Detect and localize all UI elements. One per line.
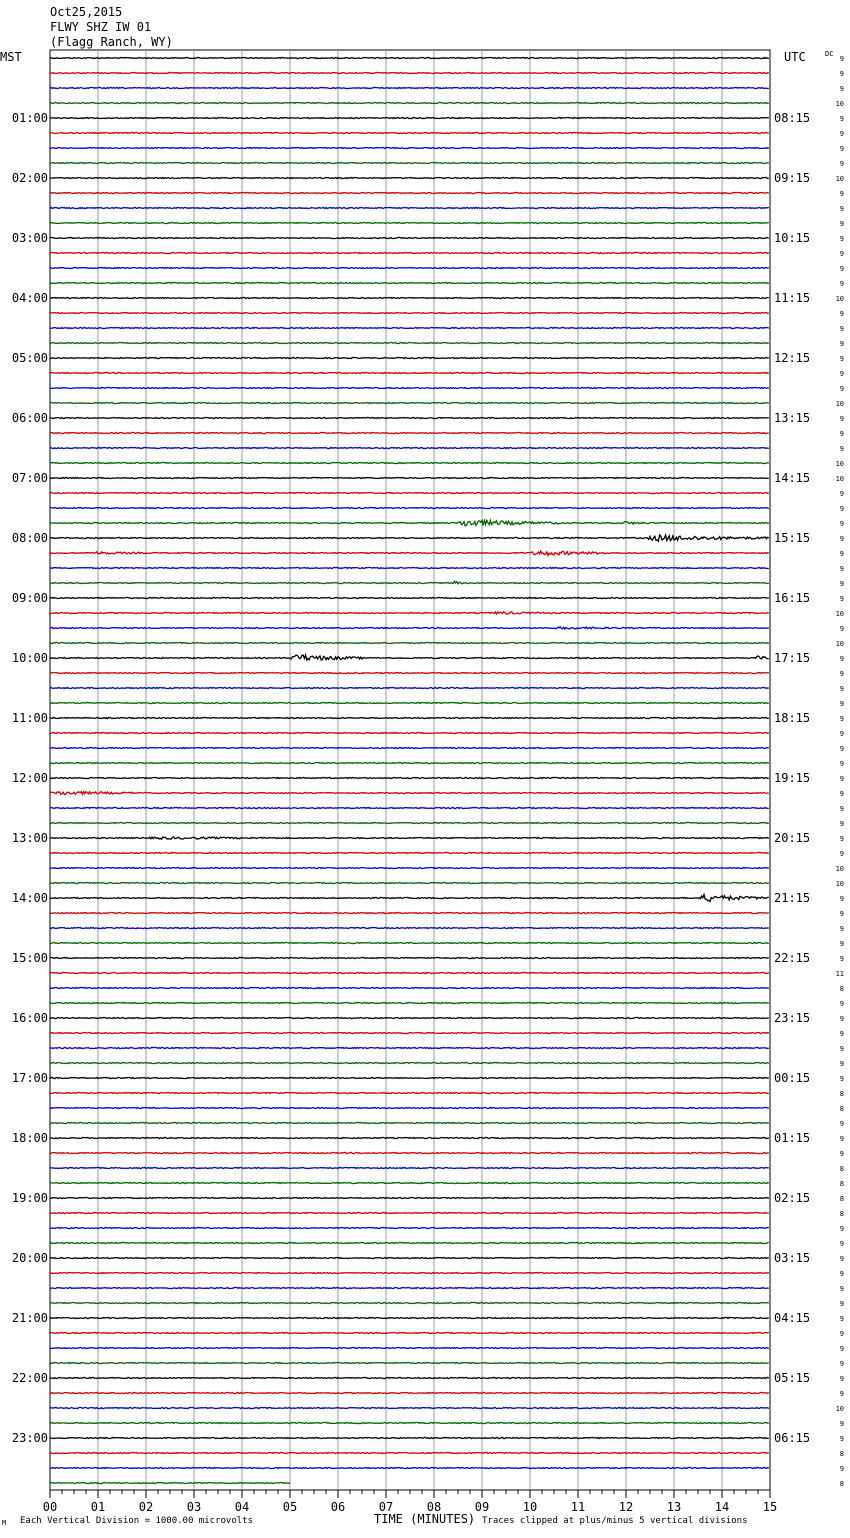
trace-line bbox=[50, 717, 769, 718]
utc-hour-label: 04:15 bbox=[774, 1311, 811, 1325]
dc-offset-label: 9 bbox=[839, 910, 844, 918]
utc-hour-label: 00:15 bbox=[774, 1071, 811, 1085]
trace-line bbox=[50, 567, 769, 568]
utc-hour-label: 08:15 bbox=[774, 111, 811, 125]
dc-offset-label: 9 bbox=[839, 1150, 844, 1158]
utc-hour-label: 09:15 bbox=[774, 171, 811, 185]
trace-line bbox=[50, 462, 769, 463]
dc-offset-label: 10 bbox=[835, 640, 844, 648]
location-label: (Flagg Ranch, WY) bbox=[50, 35, 173, 49]
trace-line bbox=[50, 372, 769, 373]
dc-offset-label: 9 bbox=[839, 505, 844, 513]
dc-offset-label: 9 bbox=[839, 895, 844, 903]
dc-offset-label: 9 bbox=[839, 1240, 844, 1248]
trace-line bbox=[50, 672, 769, 673]
x-tick-label: 08 bbox=[426, 1500, 442, 1514]
dc-offset-label: 9 bbox=[839, 85, 844, 93]
time-axis bbox=[43, 1490, 777, 1514]
footer-mark: M bbox=[2, 1519, 7, 1527]
utc-hour-label: 23:15 bbox=[774, 1011, 811, 1025]
dc-offset-label: 8 bbox=[839, 1105, 844, 1113]
trace-line bbox=[50, 147, 769, 148]
dc-offset-label: 9 bbox=[839, 370, 844, 378]
mst-hour-label: 05:00 bbox=[11, 351, 48, 365]
trace-line bbox=[50, 1152, 769, 1153]
trace-line bbox=[50, 492, 769, 493]
trace-line bbox=[50, 1437, 769, 1438]
trace-line bbox=[50, 1272, 769, 1273]
dc-offset-label: 9 bbox=[839, 355, 844, 363]
dc-offset-label: 9 bbox=[839, 385, 844, 393]
dc-offset-label: 9 bbox=[839, 325, 844, 333]
trace-line bbox=[50, 327, 769, 328]
trace-line bbox=[50, 1122, 769, 1123]
trace-line bbox=[50, 297, 769, 298]
dc-offset-label: 8 bbox=[839, 985, 844, 993]
dc-offset-label: 10 bbox=[835, 460, 844, 468]
utc-hour-label: 03:15 bbox=[774, 1251, 811, 1265]
dc-offset-label: 9 bbox=[839, 1225, 844, 1233]
trace-line bbox=[50, 747, 769, 748]
trace-line bbox=[50, 117, 769, 118]
trace-line bbox=[50, 222, 769, 223]
dc-offset-label: 9 bbox=[839, 445, 844, 453]
dc-offset-label: 9 bbox=[839, 1255, 844, 1263]
dc-offset-label: 9 bbox=[839, 205, 844, 213]
x-tick-label: 15 bbox=[762, 1500, 778, 1514]
trace-line bbox=[50, 687, 769, 688]
trace-line bbox=[50, 581, 769, 584]
dc-offset-label: 9 bbox=[839, 565, 844, 573]
dc-offset-label: 9 bbox=[839, 190, 844, 198]
mst-hour-labels bbox=[12, 111, 48, 1445]
dc-offset-label: 10 bbox=[835, 400, 844, 408]
trace-line bbox=[50, 1302, 769, 1303]
trace-line bbox=[50, 312, 769, 313]
trace-line bbox=[50, 417, 769, 418]
utc-hour-label: 19:15 bbox=[774, 771, 811, 785]
dc-offset-label: 9 bbox=[839, 850, 844, 858]
x-tick-label: 09 bbox=[474, 1500, 490, 1514]
mst-hour-label: 12:00 bbox=[11, 771, 48, 785]
dc-offset-label: 9 bbox=[839, 1075, 844, 1083]
trace-line bbox=[50, 1107, 769, 1108]
utc-hour-label: 20:15 bbox=[774, 831, 811, 845]
x-tick-label: 10 bbox=[522, 1500, 538, 1514]
trace-line bbox=[50, 612, 769, 614]
dc-offset-label: 9 bbox=[839, 1060, 844, 1068]
trace-line bbox=[50, 987, 769, 988]
trace-line bbox=[50, 72, 769, 73]
dc-offset-label: 9 bbox=[839, 250, 844, 258]
trace-line bbox=[50, 357, 769, 358]
dc-offset-label: 9 bbox=[839, 145, 844, 153]
dc-offset-label: 9 bbox=[839, 1420, 844, 1428]
dc-offset-label: 8 bbox=[839, 1165, 844, 1173]
trace-line bbox=[50, 1092, 769, 1093]
mst-hour-label: 22:00 bbox=[11, 1371, 48, 1385]
trace-line bbox=[50, 837, 769, 839]
trace-line bbox=[50, 1467, 769, 1468]
dc-offset-label: 9 bbox=[839, 520, 844, 528]
mst-hour-label: 03:00 bbox=[11, 231, 48, 245]
plot-grid bbox=[50, 50, 770, 1490]
dc-offset-label: 9 bbox=[839, 1330, 844, 1338]
mst-hour-label: 01:00 bbox=[11, 111, 48, 125]
trace-line bbox=[50, 87, 769, 88]
mst-hour-label: 10:00 bbox=[11, 651, 48, 665]
utc-hour-labels bbox=[774, 111, 810, 1445]
dc-offset-label: 9 bbox=[839, 1375, 844, 1383]
date-label: Oct25,2015 bbox=[50, 5, 123, 19]
dc-offset-label: 9 bbox=[839, 415, 844, 423]
trace-line bbox=[50, 1257, 769, 1258]
mst-hour-label: 11:00 bbox=[11, 711, 48, 725]
trace-line bbox=[50, 282, 769, 283]
trace-line bbox=[50, 551, 769, 555]
dc-offset-label: 9 bbox=[839, 130, 844, 138]
x-axis-title: TIME (MINUTES) bbox=[374, 1512, 476, 1526]
trace-line bbox=[50, 1047, 769, 1048]
station-label: FLWY SHZ IW 01 bbox=[50, 20, 152, 34]
trace-line bbox=[50, 1332, 769, 1333]
mst-hour-label: 06:00 bbox=[11, 411, 48, 425]
dc-offset-label: 8 bbox=[839, 1090, 844, 1098]
utc-hour-label: 02:15 bbox=[774, 1191, 811, 1205]
dc-offset-label: 9 bbox=[839, 730, 844, 738]
trace-line bbox=[50, 1377, 769, 1378]
trace-line bbox=[50, 1032, 769, 1033]
dc-offset-label: 10 bbox=[835, 865, 844, 873]
dc-label: DC bbox=[825, 50, 834, 58]
dc-offset-label: 9 bbox=[839, 1030, 844, 1038]
trace-line bbox=[50, 597, 769, 598]
dc-offset-label: 9 bbox=[839, 1135, 844, 1143]
trace-line bbox=[50, 57, 769, 58]
trace-line bbox=[50, 237, 769, 238]
dc-offset-label: 9 bbox=[839, 700, 844, 708]
trace-line bbox=[50, 1212, 769, 1213]
x-tick-label: 14 bbox=[714, 1500, 730, 1514]
trace-line bbox=[50, 1227, 769, 1228]
trace-line bbox=[50, 655, 769, 660]
trace-line bbox=[50, 732, 769, 733]
utc-label: UTC bbox=[784, 50, 806, 64]
mst-hour-label: 21:00 bbox=[11, 1311, 48, 1325]
dc-offset-label: 9 bbox=[839, 1360, 844, 1368]
mst-hour-label: 09:00 bbox=[11, 591, 48, 605]
dc-offset-label: 9 bbox=[839, 820, 844, 828]
trace-line bbox=[50, 520, 769, 526]
dc-offset-label: 9 bbox=[839, 1435, 844, 1443]
dc-offset-label: 9 bbox=[839, 1285, 844, 1293]
trace-line bbox=[50, 1197, 769, 1198]
dc-offset-label: 9 bbox=[839, 670, 844, 678]
trace-line bbox=[50, 867, 769, 868]
trace-line bbox=[50, 1062, 769, 1063]
x-tick-label: 02 bbox=[138, 1500, 154, 1514]
x-tick-label: 06 bbox=[330, 1500, 346, 1514]
trace-line bbox=[50, 1482, 290, 1483]
utc-hour-label: 13:15 bbox=[774, 411, 811, 425]
trace-line bbox=[50, 432, 769, 433]
x-tick-label: 00 bbox=[42, 1500, 58, 1514]
utc-hour-label: 06:15 bbox=[774, 1431, 811, 1445]
clip-note: Traces clipped at plus/minus 5 vertical divisions bbox=[482, 1516, 748, 1526]
trace-line bbox=[50, 1392, 769, 1393]
trace-line bbox=[50, 912, 769, 913]
trace-line bbox=[50, 807, 769, 808]
dc-offset-label: 9 bbox=[839, 955, 844, 963]
dc-offset-label: 9 bbox=[839, 1000, 844, 1008]
dc-offset-label: 9 bbox=[839, 805, 844, 813]
dc-offset-label: 8 bbox=[839, 1180, 844, 1188]
utc-hour-label: 11:15 bbox=[774, 291, 811, 305]
trace-line bbox=[50, 762, 769, 763]
trace-line bbox=[50, 792, 769, 795]
trace-line bbox=[50, 102, 769, 103]
dc-offset-label: 8 bbox=[839, 1450, 844, 1458]
dc-offset-label: 9 bbox=[839, 745, 844, 753]
dc-offset-label: 9 bbox=[839, 1300, 844, 1308]
dc-offset-label: 9 bbox=[839, 1465, 844, 1473]
trace-line bbox=[50, 1167, 769, 1168]
mst-label: MST bbox=[0, 50, 22, 64]
trace-line bbox=[50, 1077, 769, 1078]
x-tick-label: 12 bbox=[618, 1500, 634, 1514]
dc-offset-label: 9 bbox=[839, 55, 844, 63]
utc-hour-label: 22:15 bbox=[774, 951, 811, 965]
dc-offset-label: 9 bbox=[839, 580, 844, 588]
mst-hour-label: 08:00 bbox=[11, 531, 48, 545]
dc-offset-label: 10 bbox=[835, 610, 844, 618]
mst-hour-label: 15:00 bbox=[11, 951, 48, 965]
dc-offset-label: 9 bbox=[839, 1120, 844, 1128]
trace-line bbox=[50, 1362, 769, 1363]
utc-hour-label: 14:15 bbox=[774, 471, 811, 485]
trace-line bbox=[50, 192, 769, 193]
dc-offset-label: 10 bbox=[835, 475, 844, 483]
mst-hour-label: 23:00 bbox=[11, 1431, 48, 1445]
trace-line bbox=[50, 535, 769, 541]
dc-offset-label: 10 bbox=[835, 175, 844, 183]
dc-offset-label: 9 bbox=[839, 490, 844, 498]
trace-line bbox=[50, 267, 769, 268]
trace-line bbox=[50, 507, 769, 508]
trace-group bbox=[50, 57, 769, 1483]
utc-hour-label: 12:15 bbox=[774, 351, 811, 365]
dc-offset-label: 9 bbox=[839, 220, 844, 228]
trace-line bbox=[50, 882, 769, 883]
utc-hour-label: 05:15 bbox=[774, 1371, 811, 1385]
trace-line bbox=[50, 1017, 769, 1018]
mst-hour-label: 02:00 bbox=[11, 171, 48, 185]
dc-offset-label: 9 bbox=[839, 655, 844, 663]
trace-line bbox=[50, 252, 769, 253]
dc-offset-label: 9 bbox=[839, 115, 844, 123]
dc-offset-label: 10 bbox=[835, 880, 844, 888]
trace-line bbox=[50, 447, 769, 448]
trace-line bbox=[50, 1317, 769, 1318]
mst-hour-label: 14:00 bbox=[11, 891, 48, 905]
trace-line bbox=[50, 1002, 769, 1003]
trace-line bbox=[50, 942, 769, 943]
trace-line bbox=[50, 207, 769, 208]
dc-offset-label: 8 bbox=[839, 1210, 844, 1218]
dc-offset-label: 8 bbox=[839, 1480, 844, 1488]
trace-line bbox=[50, 1137, 769, 1138]
mst-hour-label: 13:00 bbox=[11, 831, 48, 845]
dc-offset-label: 9 bbox=[839, 1345, 844, 1353]
trace-line bbox=[50, 477, 769, 478]
mst-hour-label: 18:00 bbox=[11, 1131, 48, 1145]
dc-offset-label: 10 bbox=[835, 100, 844, 108]
trace-line bbox=[50, 822, 769, 823]
mst-hour-label: 19:00 bbox=[11, 1191, 48, 1205]
trace-line bbox=[50, 1287, 769, 1288]
dc-offset-label: 9 bbox=[839, 925, 844, 933]
utc-hour-label: 18:15 bbox=[774, 711, 811, 725]
utc-hour-label: 15:15 bbox=[774, 531, 811, 545]
dc-offset-label: 9 bbox=[839, 1015, 844, 1023]
dc-offset-label: 9 bbox=[839, 715, 844, 723]
dc-offset-label: 9 bbox=[839, 280, 844, 288]
dc-offset-label: 10 bbox=[835, 1405, 844, 1413]
dc-offset-label: 9 bbox=[839, 760, 844, 768]
dc-offset-label: 10 bbox=[835, 295, 844, 303]
mst-hour-label: 04:00 bbox=[11, 291, 48, 305]
trace-line bbox=[50, 1452, 769, 1453]
dc-offset-label: 9 bbox=[839, 595, 844, 603]
trace-line bbox=[50, 852, 769, 853]
dc-offset-label: 9 bbox=[839, 1270, 844, 1278]
mst-hour-label: 17:00 bbox=[11, 1071, 48, 1085]
trace-line bbox=[50, 1182, 769, 1183]
trace-line bbox=[50, 1242, 769, 1243]
trace-line bbox=[50, 402, 769, 403]
trace-line bbox=[50, 342, 769, 343]
dc-offset-label: 9 bbox=[839, 1390, 844, 1398]
dc-offset-label: 9 bbox=[839, 70, 844, 78]
trace-line bbox=[50, 972, 769, 973]
utc-hour-label: 16:15 bbox=[774, 591, 811, 605]
x-tick-label: 01 bbox=[90, 1500, 106, 1514]
trace-line bbox=[50, 177, 769, 178]
utc-hour-label: 21:15 bbox=[774, 891, 811, 905]
trace-line bbox=[50, 957, 769, 958]
dc-offset-label: 9 bbox=[839, 235, 844, 243]
x-tick-label: 04 bbox=[234, 1500, 250, 1514]
dc-offset-label: 9 bbox=[839, 265, 844, 273]
trace-line bbox=[50, 927, 769, 928]
dc-offset-label: 9 bbox=[839, 1045, 844, 1053]
dc-offset-label: 9 bbox=[839, 940, 844, 948]
trace-line bbox=[50, 387, 769, 388]
utc-hour-label: 10:15 bbox=[774, 231, 811, 245]
dc-offset-label: 9 bbox=[839, 775, 844, 783]
x-tick-label: 03 bbox=[186, 1500, 202, 1514]
dc-offset-label: 9 bbox=[839, 685, 844, 693]
trace-line bbox=[50, 1347, 769, 1348]
trace-line bbox=[50, 1422, 769, 1423]
dc-offset-label: 9 bbox=[839, 790, 844, 798]
dc-offset-label: 9 bbox=[839, 160, 844, 168]
trace-line bbox=[50, 162, 769, 163]
trace-line bbox=[50, 777, 769, 778]
dc-offset-label: 9 bbox=[839, 835, 844, 843]
dc-offset-label: 9 bbox=[839, 535, 844, 543]
mst-hour-label: 20:00 bbox=[11, 1251, 48, 1265]
mst-hour-label: 07:00 bbox=[11, 471, 48, 485]
trace-line bbox=[50, 642, 769, 643]
scale-note: Each Vertical Division = 1000.00 microvolts bbox=[20, 1516, 253, 1526]
dc-offset-label: 9 bbox=[839, 430, 844, 438]
dc-offset-label: 8 bbox=[839, 1195, 844, 1203]
utc-hour-label: 17:15 bbox=[774, 651, 811, 665]
dc-offset-label: 9 bbox=[839, 340, 844, 348]
dc-offset-label: 9 bbox=[839, 1315, 844, 1323]
x-tick-label: 05 bbox=[282, 1500, 298, 1514]
x-tick-label: 13 bbox=[666, 1500, 682, 1514]
dc-offset-labels bbox=[836, 55, 844, 1488]
dc-offset-label: 9 bbox=[839, 310, 844, 318]
trace-line bbox=[50, 132, 769, 133]
dc-offset-label: 9 bbox=[839, 550, 844, 558]
dc-offset-label: 11 bbox=[835, 970, 844, 978]
utc-hour-label: 01:15 bbox=[774, 1131, 811, 1145]
x-tick-label: 11 bbox=[570, 1500, 586, 1514]
dc-offset-label: 9 bbox=[839, 625, 844, 633]
trace-line bbox=[50, 627, 769, 629]
mst-hour-label: 16:00 bbox=[11, 1011, 48, 1025]
trace-line bbox=[50, 895, 769, 902]
trace-line bbox=[50, 1407, 769, 1408]
plot-frame bbox=[50, 50, 770, 1490]
x-tick-label: 07 bbox=[378, 1500, 394, 1514]
trace-line bbox=[50, 702, 769, 703]
